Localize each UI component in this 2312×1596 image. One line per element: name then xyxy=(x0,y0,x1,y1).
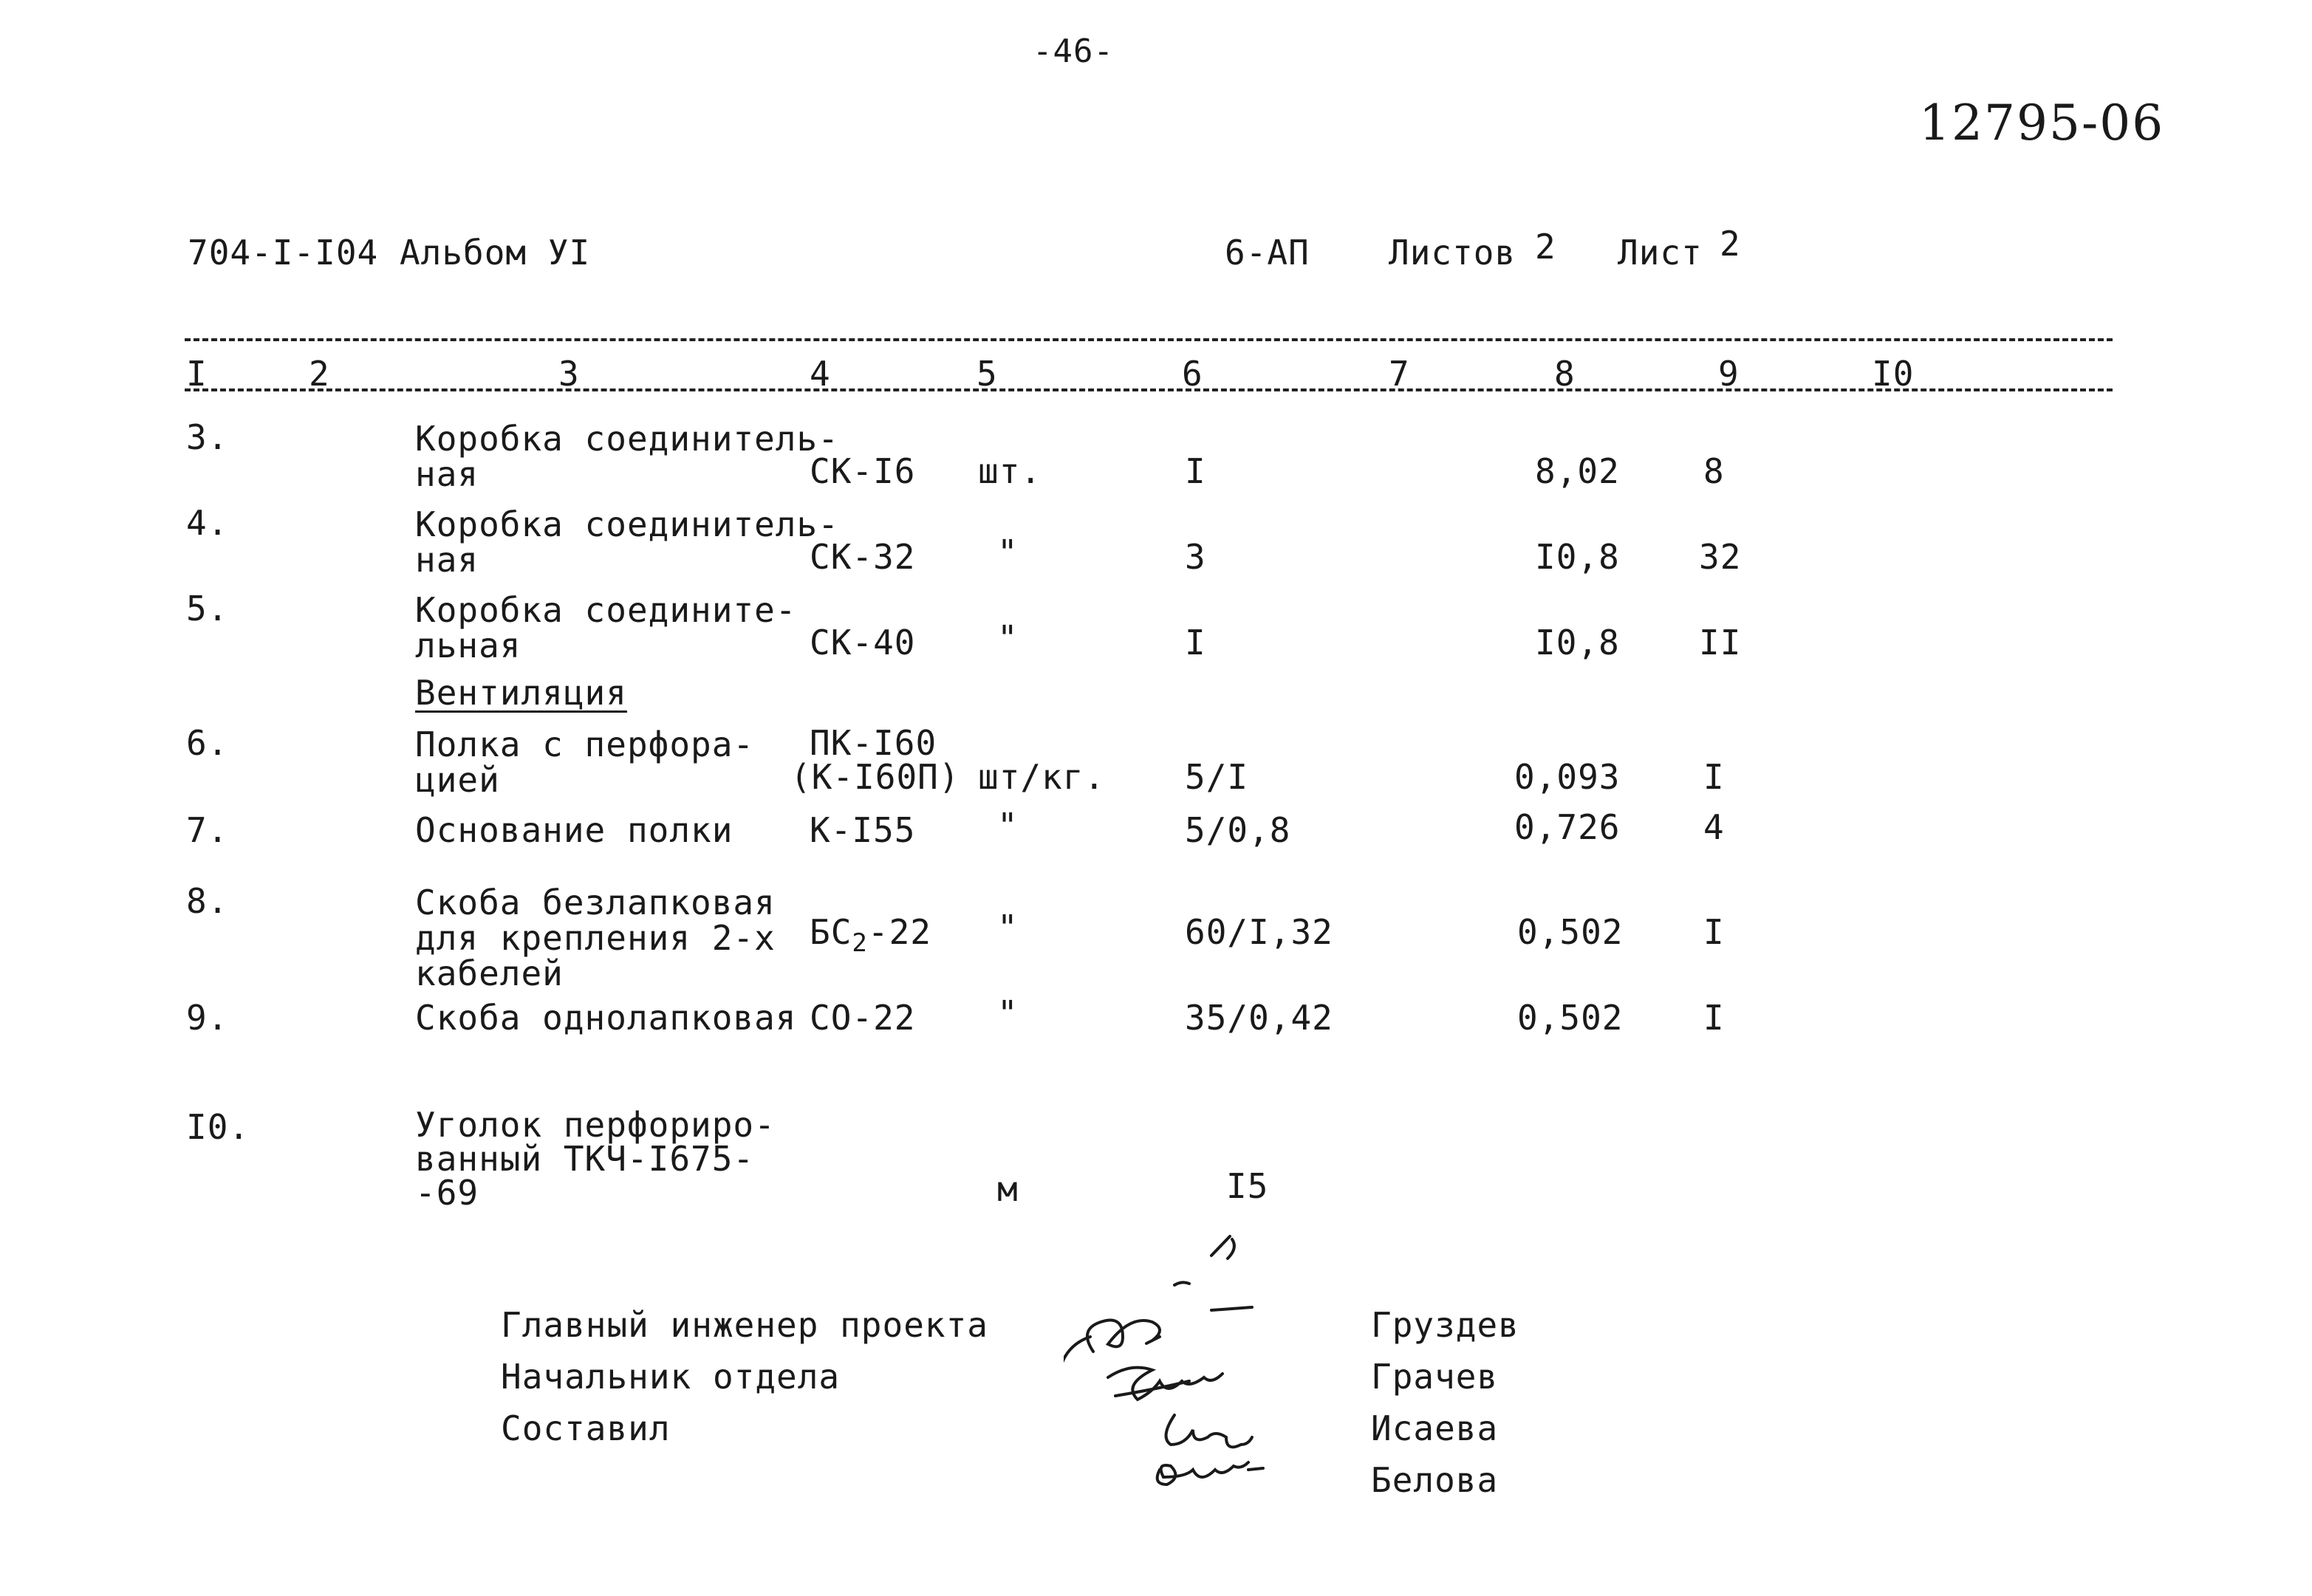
col-1: I xyxy=(186,354,208,394)
name-grachev: Грачев xyxy=(1371,1357,1499,1397)
row-7-unit: " xyxy=(997,806,1019,846)
row-10-num: I0. xyxy=(186,1107,250,1147)
inventory-number: 12795-06 xyxy=(1919,95,2165,151)
role-department-head: Начальник отдела xyxy=(501,1357,841,1397)
bottom-rule xyxy=(185,388,2113,391)
row-10-unit: м xyxy=(997,1169,1019,1209)
handwritten-signatures xyxy=(1064,1226,1330,1507)
row-9-mass: 0,502 xyxy=(1517,998,1624,1038)
row-4-unit: " xyxy=(997,532,1019,572)
row-9-unit: " xyxy=(997,993,1019,1033)
row-4-num: 4. xyxy=(186,503,229,543)
row-5-num: 5. xyxy=(186,589,229,629)
sheets-label: Листов xyxy=(1389,233,1516,273)
row-6-unit: шт/кг. xyxy=(978,757,1106,797)
row-8-code: $БС_2-22$ xyxy=(810,912,931,958)
row-6-name: Полка с перфора- цией xyxy=(415,725,755,800)
col-2: 2 xyxy=(309,354,330,394)
col-6: 6 xyxy=(1182,354,1203,394)
row-7-name: Основание полки xyxy=(415,810,733,850)
row-5-unit: " xyxy=(997,618,1019,658)
role-compiled-by: Составил xyxy=(501,1408,671,1448)
row-6-qty: 5/I xyxy=(1185,757,1249,797)
row-9-qty: 35/0,42 xyxy=(1185,998,1333,1038)
name-belova: Белова xyxy=(1371,1460,1499,1500)
row-4-name: Коробка соединитель- ная xyxy=(415,504,839,580)
col-3: 3 xyxy=(558,354,580,394)
row-5-qty: I xyxy=(1185,623,1206,662)
row-8-total: I xyxy=(1703,912,1725,952)
row-10-qty: I5 xyxy=(1226,1166,1269,1206)
project-title: 704-I-I04 Альбом УI xyxy=(188,233,591,273)
row-3-num: 3. xyxy=(186,417,229,457)
row-6-code: ПК-I60 xyxy=(810,723,937,763)
drawing-code: 6-АП xyxy=(1225,233,1310,273)
row-6-mass: 0,093 xyxy=(1514,757,1621,797)
name-gruzdev: Груздев xyxy=(1371,1305,1519,1345)
sheet-label: Лист xyxy=(1618,233,1703,273)
row-3-total: 8 xyxy=(1703,451,1725,491)
row-6-num: 6. xyxy=(186,723,229,763)
row-5-total: II xyxy=(1699,623,1742,662)
row-5-code: СК-40 xyxy=(810,623,916,662)
sheet-number: 2 xyxy=(1720,224,1741,264)
row-8-unit: " xyxy=(997,908,1019,948)
section-title: Вентиляция xyxy=(415,673,627,713)
sheets-count: 2 xyxy=(1535,227,1556,267)
top-rule xyxy=(185,338,2113,341)
row-4-total: 32 xyxy=(1699,537,1742,577)
row-5-name: Коробка соедините- льная xyxy=(415,590,797,665)
row-7-qty: 5/0,8 xyxy=(1185,810,1291,850)
col-10: I0 xyxy=(1872,354,1915,394)
row-10-name: Уголок перфориро- ванный ТКЧ-I675- -69 xyxy=(415,1105,776,1213)
col-7: 7 xyxy=(1389,354,1410,394)
row-3-qty: I xyxy=(1185,451,1206,491)
name-isaeva: Исаева xyxy=(1371,1408,1499,1448)
row-8-num: 8. xyxy=(186,881,229,921)
row-9-code: СО-22 xyxy=(810,998,916,1038)
row-5-mass: I0,8 xyxy=(1535,623,1620,662)
row-9-name: Скоба однолапковая xyxy=(415,998,797,1038)
row-4-code: СК-32 xyxy=(810,537,916,577)
col-4: 4 xyxy=(810,354,831,394)
row-9-total: I xyxy=(1703,998,1725,1038)
role-chief-engineer: Главный инженер проекта xyxy=(501,1305,988,1345)
row-7-code: К-I55 xyxy=(810,810,916,850)
row-8-name: Скоба безлапковая для крепления 2-х кабелей xyxy=(415,883,776,993)
row-9-num: 9. xyxy=(186,998,229,1038)
row-7-num: 7. xyxy=(186,810,229,850)
col-9: 9 xyxy=(1718,354,1740,394)
row-3-code: СК-I6 xyxy=(810,451,916,491)
row-8-qty: 60/I,32 xyxy=(1185,912,1333,952)
page-number: -46- xyxy=(1033,32,1114,70)
row-3-name: Коробка соединитель- ная xyxy=(415,419,839,494)
row-6-total: I xyxy=(1703,757,1725,797)
col-5: 5 xyxy=(977,354,998,394)
row-8-mass: 0,502 xyxy=(1517,912,1624,952)
row-4-qty: 3 xyxy=(1185,537,1206,577)
col-8: 8 xyxy=(1554,354,1576,394)
row-3-mass: 8,02 xyxy=(1535,451,1620,491)
row-6-code-alt: (К-I60П) xyxy=(790,757,960,797)
row-7-total: 4 xyxy=(1703,807,1725,847)
row-4-mass: I0,8 xyxy=(1535,537,1620,577)
row-7-mass: 0,726 xyxy=(1514,807,1621,847)
row-3-unit: шт. xyxy=(978,451,1042,491)
